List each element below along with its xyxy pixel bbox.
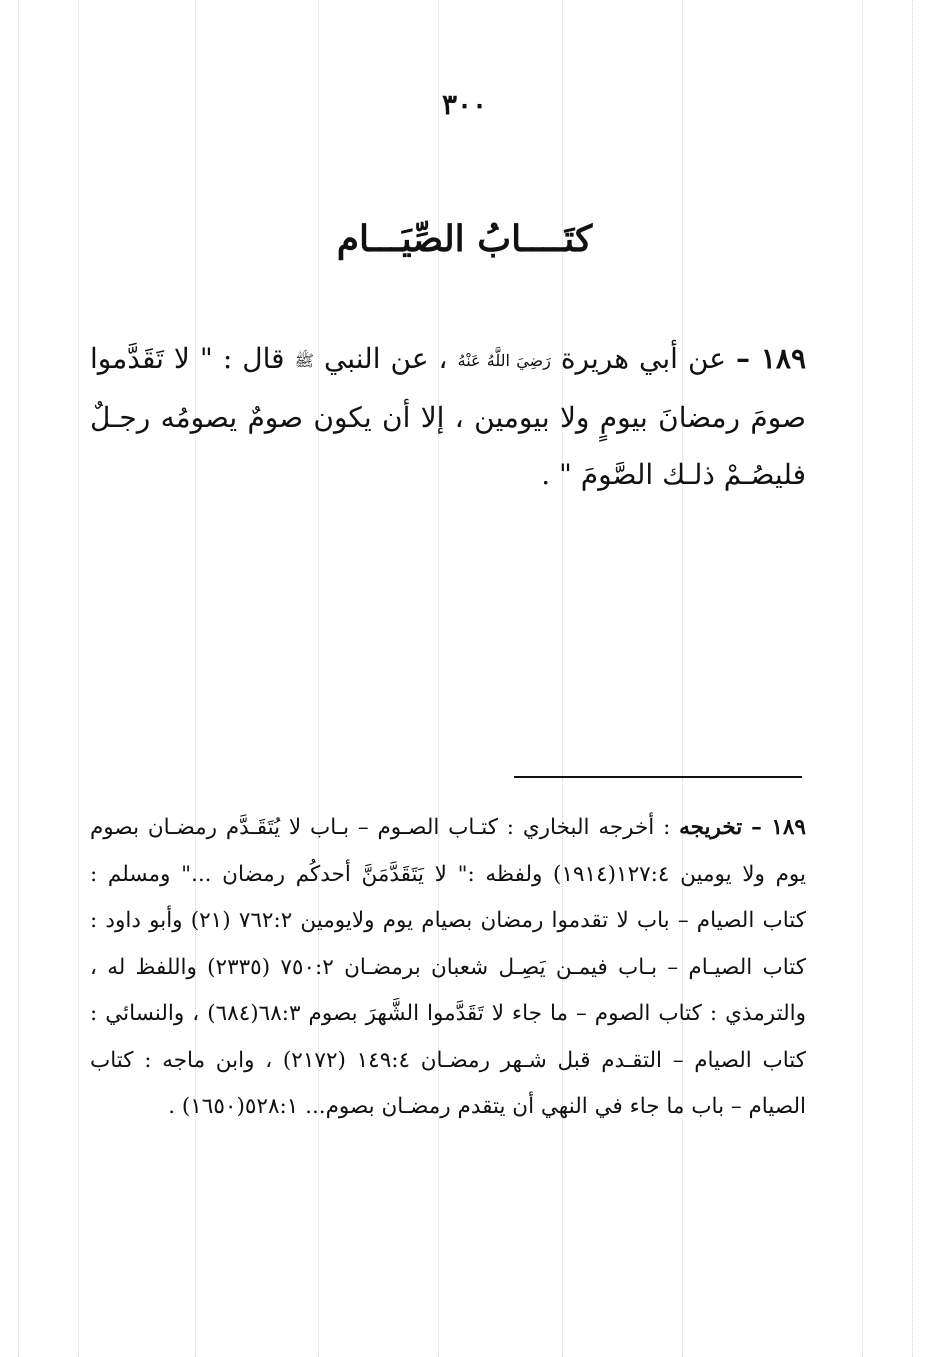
hadith-number: ١٨٩ – [736, 342, 807, 375]
scan-guide-line [18, 0, 19, 1357]
footnote-paragraph [90, 805, 806, 1131]
hadith-narrator-text: عن أبي هريرة [560, 342, 726, 375]
scan-guide-line [195, 0, 196, 1357]
footnote-text: : أخرجه البخاري : كتـاب الصـوم – بـاب لا يُتَقَـدَّم رمضـان بصوم يوم ولا يومين ١٢٧:٤(١٩١٤) ولفظه :" لا يَتَقَدَّمَنَّ أحدكُم رمضان ..." ومسلم : كتاب الصيام – باب لا تقدموا رمضان بصيام يوم ولايومين ٧٦٢:٢ (٢١) وأبو داود : كتاب الصيـام – بـاب فيمـن يَصِـل شعبان برمضـان ٧٥٠:٢ (٢٣٣٥) واللفظ له ، والترمذي : كتاب الصوم – ما جاء لا تَقَدَّموا الشَّهرَ بصوم ٦٨:٣(٦٨٤) ، والنسائي : كتاب الصيام – التقـدم قبل شـهر رمضـان ١٤٩:٤ (٢١٧٢) ، وابن ماجه : كتاب الصيام – باب ما جاء في النهي أن يتقدم رمضـان بصوم... ٥٢٨:١(١٦٥٠) . [90, 815, 806, 1119]
scan-guide-line [78, 0, 79, 1357]
hadith-text [90, 330, 806, 503]
chapter-title: كتَــــابُ الصِّيَـــام [336, 218, 593, 260]
footnote [90, 805, 806, 1131]
hadith-body-text: قال : " لا تَقَدَّموا صومَ رمضانَ بيومٍ ولا بيومين ، إلا أن يكون صومٌ يصومُه رجـلٌ فليصُـمْ ذلـك الصَّومَ " . [90, 342, 806, 491]
scan-guide-line [862, 0, 863, 1357]
companion-honorific: رَضِيَ اللَّهُ عَنْهُ [457, 351, 551, 370]
prophet-honorific: ﷺ [294, 351, 314, 370]
scan-guide-line [682, 0, 683, 1357]
hadith-attribution-text: ، عن النبي [323, 342, 448, 375]
scan-guide-line [438, 0, 439, 1357]
footnote-number: ١٨٩ – [751, 815, 806, 840]
hadith-paragraph [90, 330, 806, 503]
page-number: ٣٠٠ [441, 88, 488, 121]
footnote-separator [514, 776, 802, 778]
scan-guide-line [562, 0, 563, 1357]
scan-guide-line [912, 0, 913, 1357]
takhrij-label: تخريجه [679, 815, 743, 840]
scan-guide-line [318, 0, 319, 1357]
